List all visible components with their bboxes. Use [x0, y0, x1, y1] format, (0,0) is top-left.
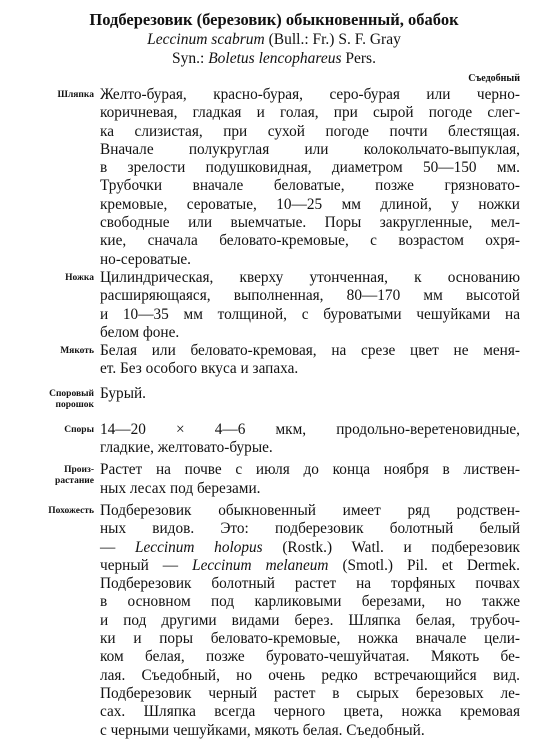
text-line: с черными чешуйками, мякоть белая. Съедобный. [100, 721, 425, 739]
text-line: свободные или выемчатые. Поры закругленные, мел- [100, 214, 520, 232]
text-spore-print [100, 385, 520, 403]
text-line: 14—20 × 4—6 мкм, продольно-веретеновидные, [100, 420, 520, 438]
latin-name: Leccinum melaneum [192, 556, 329, 574]
text-line [100, 539, 520, 557]
text-line: кие, сначала беловато-кремовые, с возрастом охря- [100, 232, 520, 250]
text-stem [100, 269, 520, 342]
label-spore-print [28, 385, 100, 411]
scientific-name-latin: Leccinum scabrum [147, 31, 265, 48]
text-line: Растет на почве с июля до конца ноября в листвен- [100, 461, 520, 479]
text-similar [100, 502, 520, 740]
text-line: и под другими видами берез. Шляпка белая, трубоч- [100, 611, 520, 629]
label-spore-print-line1: Споровый [49, 388, 94, 399]
text-spores [100, 421, 520, 458]
text-cap [100, 86, 520, 269]
label-growth-line1: Произ- [64, 465, 94, 476]
label-spores: Споры [64, 424, 94, 435]
text-line: в основном под карликовыми березами, но также [100, 593, 520, 611]
dash: — [100, 538, 135, 556]
text-line: гладкие, желтовато-бурые. [100, 439, 273, 457]
text-line: ка слизистая, при сухой погоде почти блестящая. [100, 122, 520, 140]
section-cap [28, 86, 520, 269]
text-growth [100, 461, 520, 498]
section-flesh [28, 342, 520, 379]
scientific-name [28, 30, 520, 49]
edibility-label: Съедобный [468, 73, 520, 84]
synonym-author: Pers. [341, 50, 376, 67]
section-growth [28, 461, 520, 498]
text-line: ных видов. Это: подберезовик болотный белый [100, 520, 520, 538]
label-flesh: Мякоть [60, 346, 94, 357]
text-line: Подберезовик черный растет в сырых березовых ле- [100, 684, 520, 702]
text-line: и 10—35 мм толщиной, с буроватыми чешуйками на [100, 305, 520, 323]
text-line: в зрелости подушковидная, диаметром 50—150 мм. [100, 159, 520, 177]
label-growth [28, 461, 100, 487]
text-line: ных лесах под березами. [100, 479, 261, 497]
text-line: но-сероватые. [100, 250, 191, 268]
text-line: Подберезовик болотный растет на торфяных почвах [100, 575, 520, 593]
text-line: расширяющаяся, выполненная, 80—170 мм высотой [100, 287, 520, 305]
text-line: ки и поры беловато-кремовые, ножка вначале цели- [100, 630, 520, 648]
text-fragment: (Smotl.) Pil. et Dermek. [328, 556, 520, 574]
section-spores [28, 421, 520, 458]
text-line: ком белая, позже буровато-чешуйчатая. Мякоть бе- [100, 648, 520, 666]
text-line: Трубочки вначале беловатые, позже грязновато- [100, 177, 520, 195]
section-similar [28, 502, 520, 740]
text-line: Белая или беловато-кремовая, на срезе цвет не меня- [100, 342, 520, 360]
text-line: белом фоне. [100, 323, 180, 341]
text-fragment: (Rostk.) Watl. и подберезовик [262, 538, 520, 556]
synonym-latin: Boletus lencophareus [208, 50, 342, 67]
page-title: Подберезовик (березовик) обыкновенный, обабок [89, 10, 459, 29]
label-similar: Похожесть [48, 505, 94, 516]
label-growth-line2: растание [55, 476, 94, 487]
label-spore-print-line2: порошок [55, 399, 94, 410]
text-line: кремовые, сероватые, 10—25 мм длиной, у ножки [100, 195, 520, 213]
label-cap: Шляпка [57, 90, 94, 100]
text-line: Вначале полукруглая или колокольчато-выпуклая, [100, 140, 520, 158]
text-flesh [100, 342, 520, 379]
text-line: Подберезовик обыкновенный имеет ряд родствен- [100, 501, 520, 519]
latin-name: Leccinum holopus [135, 538, 263, 556]
label-stem: Ножка [65, 272, 94, 283]
synonym [28, 49, 520, 68]
text-line: Бурый. [100, 384, 146, 402]
section-stem [28, 269, 520, 342]
section-spore-print [28, 385, 520, 411]
text-line: сах. Шляпка всегда черного цвета, ножка кремовая [100, 703, 520, 721]
text-fragment: черный — [100, 556, 193, 574]
text-line: коричневая, гладкая и голая, при сырой погоде слег- [100, 104, 520, 122]
text-line: Желто-бурая, красно-бурая, серо-бурая или черно- [100, 86, 520, 103]
scientific-name-author: (Bull.: Fr.) S. F. Gray [264, 31, 401, 48]
text-line: ет. Без особого вкуса и запаха. [100, 360, 299, 378]
text-line [100, 557, 520, 575]
synonym-prefix: Syn.: [172, 50, 209, 67]
text-line: лая. Съедобный, но очень редко встречающийся вид. [100, 666, 520, 684]
text-line: Цилиндрическая, кверху утонченная, к основанию [100, 268, 520, 286]
